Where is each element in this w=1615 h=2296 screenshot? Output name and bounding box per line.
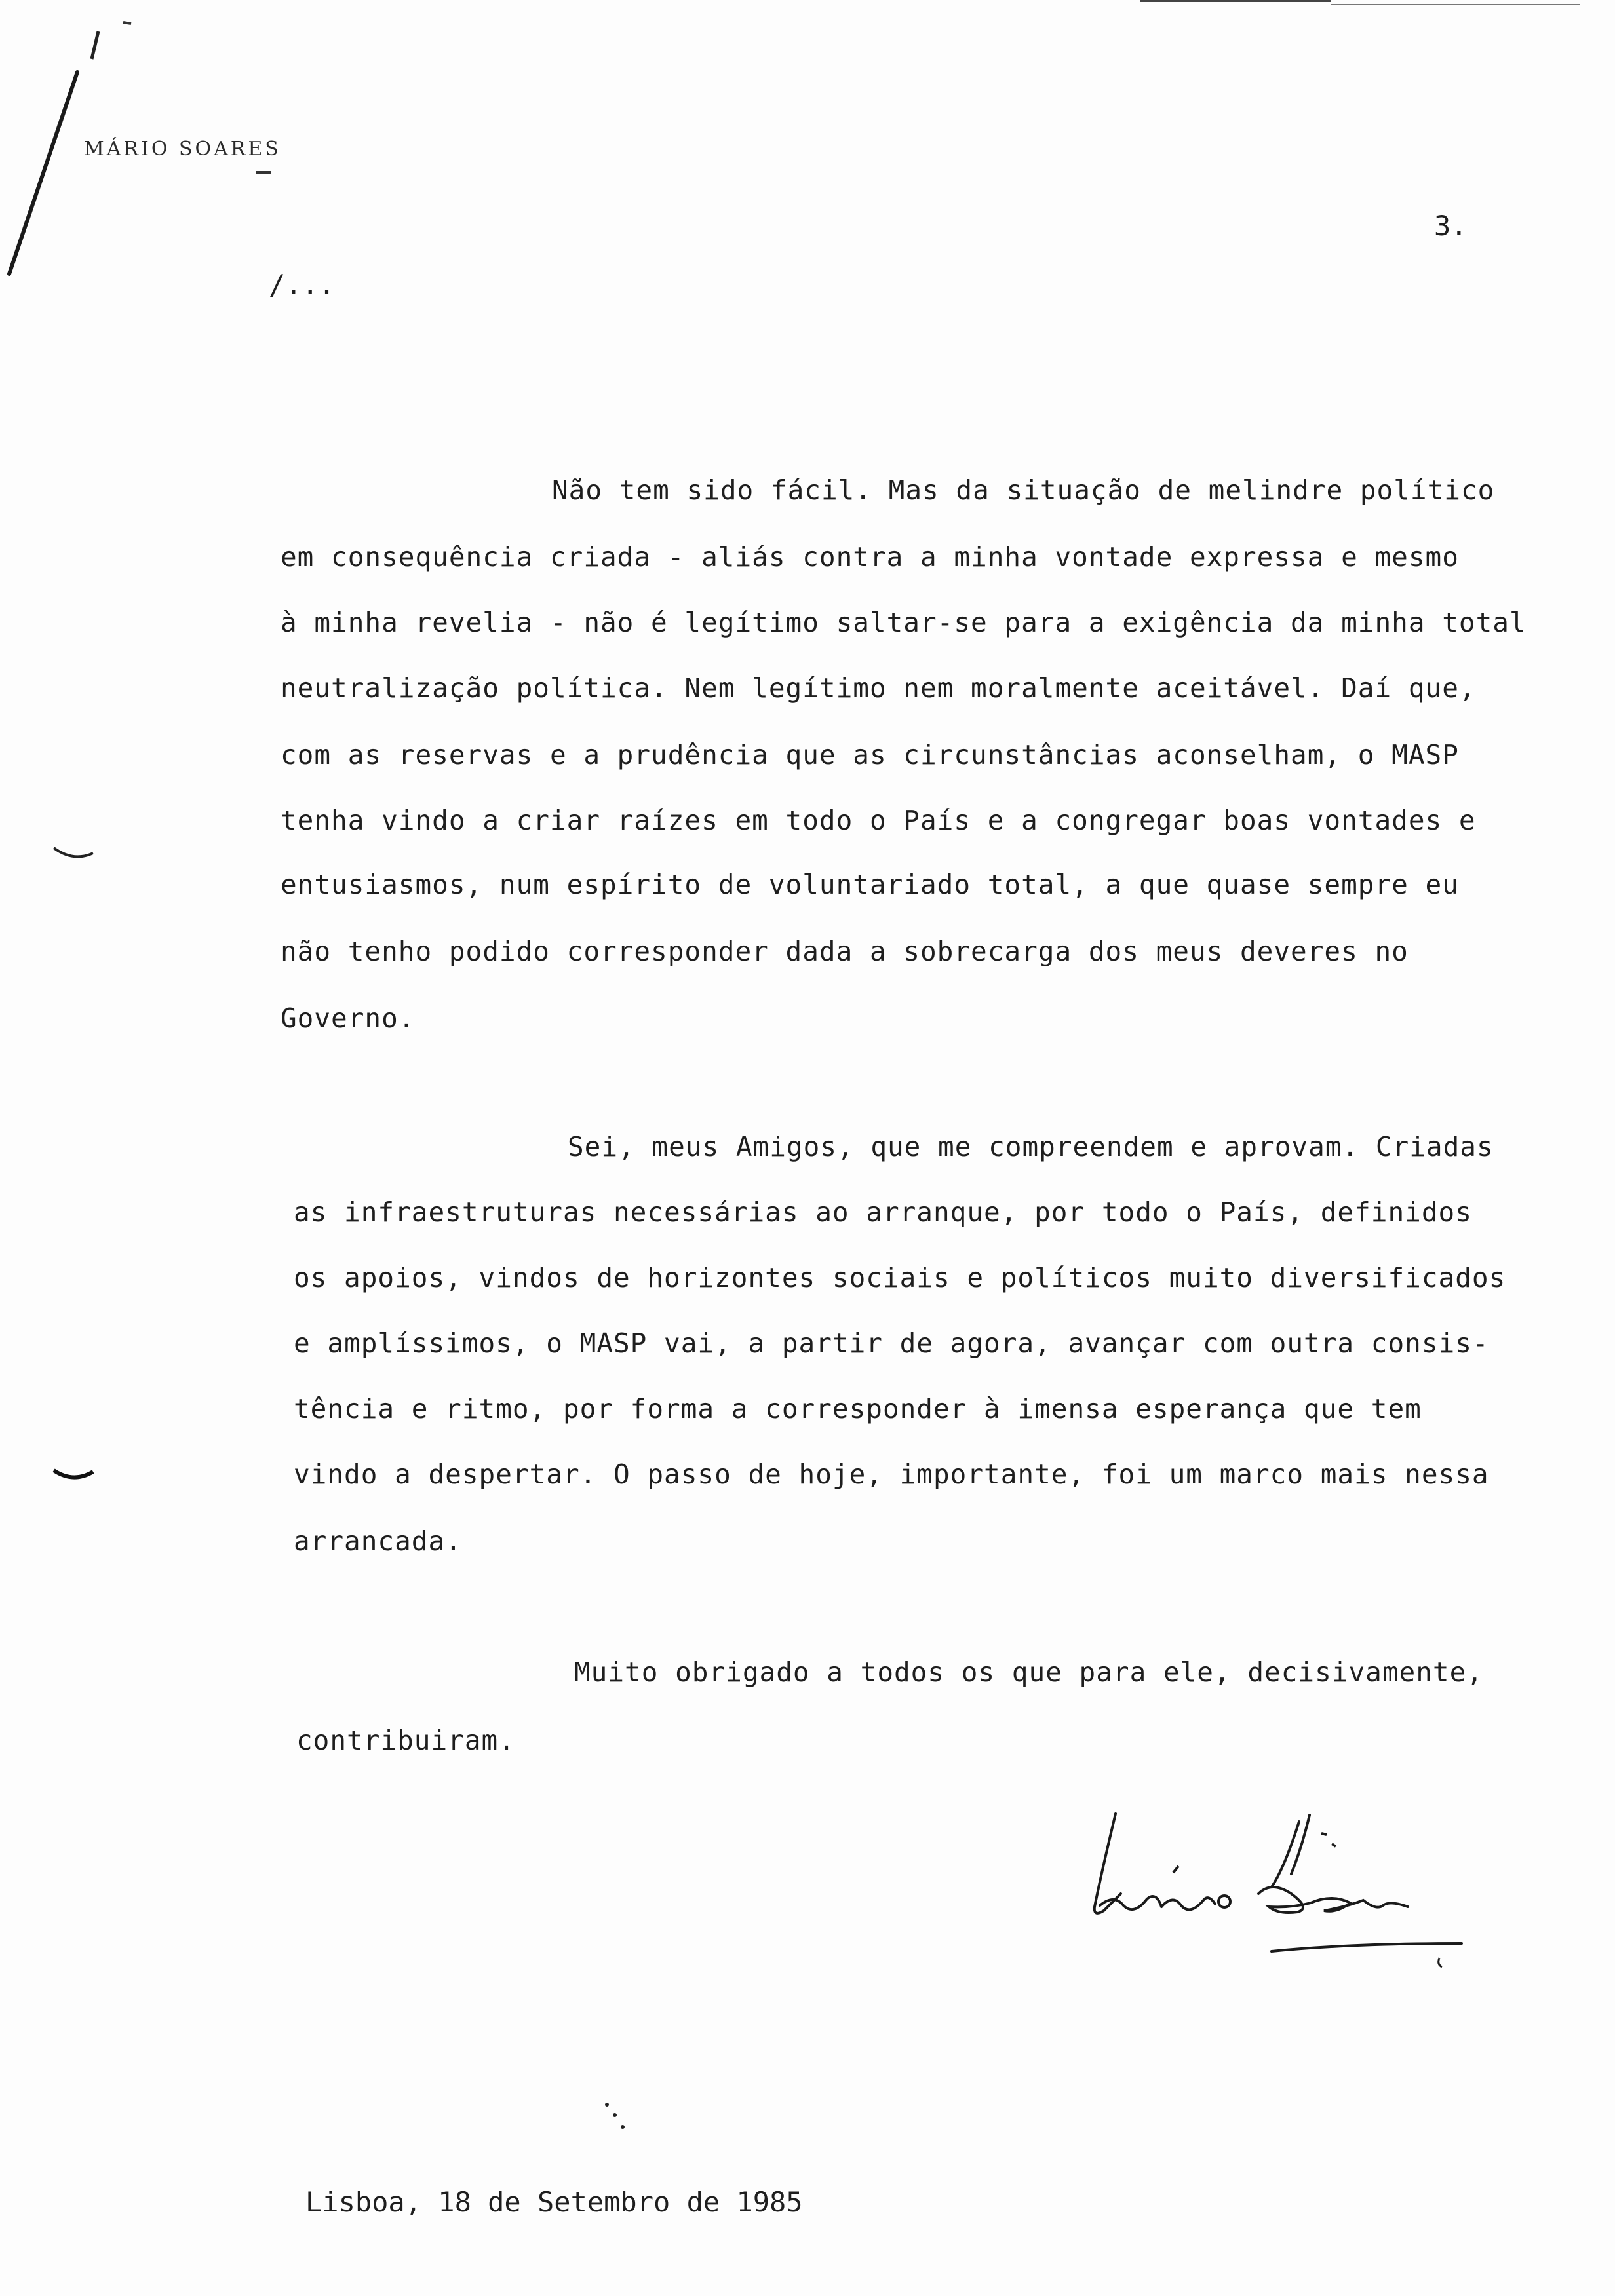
- text-line: contribuiram.: [296, 1725, 515, 1756]
- top-edge-rule: [1331, 4, 1580, 5]
- margin-punch-mark: [51, 1466, 97, 1486]
- text-line: os apoios, vindos de horizontes sociais e políticos muito diversificados: [294, 1262, 1506, 1293]
- page-number: 3.: [1434, 210, 1468, 242]
- text-line: com as reservas e a prudência que as circunstâncias aconselham, o MASP: [281, 739, 1459, 771]
- signature-scribble: [1075, 1795, 1481, 1985]
- text-line: à minha revelia - não é legítimo saltar-se para a exigência da minha total: [281, 607, 1527, 638]
- top-edge-rule: [1140, 0, 1331, 2]
- text-line: em consequência criada - aliás contra a minha vontade expressa e mesmo: [281, 541, 1459, 573]
- text-line: e amplíssimos, o MASP vai, a partir de agora, avançar com outra consis-: [294, 1328, 1489, 1359]
- text-line: Sei, meus Amigos, que me compreendem e aprovam. Criadas: [568, 1131, 1494, 1162]
- continuation-mark: /...: [269, 269, 336, 301]
- text-line: as infraestruturas necessárias ao arranque, por todo o País, definidos: [294, 1196, 1472, 1228]
- scan-speck: [603, 2101, 629, 2133]
- text-line: entusiasmos, num espírito de voluntariado total, a que quase sempre eu: [281, 869, 1459, 900]
- text-line: neutralização política. Nem legítimo nem moralmente aceitável. Daí que,: [281, 672, 1476, 704]
- text-line: tência e ritmo, por forma a corresponder à imensa esperança que tem: [294, 1393, 1422, 1425]
- place-date: Lisboa, 18 de Setembro de 1985: [305, 2186, 803, 2218]
- text-line: Muito obrigado a todos os que para ele, decisivamente,: [574, 1656, 1483, 1688]
- text-line: Governo.: [281, 1003, 416, 1034]
- text-line: Não tem sido fácil. Mas da situação de melindre político: [552, 474, 1495, 506]
- text-line: vindo a despertar. O passo de hoje, importante, foi um marco mais nessa: [294, 1459, 1489, 1490]
- letterhead-name: MÁRIO SOARES: [84, 138, 281, 161]
- text-line: não tenho podido corresponder dada a sobrecarga dos meus deveres no: [281, 936, 1409, 967]
- text-line: arrancada.: [294, 1525, 462, 1557]
- signature: [1075, 1795, 1481, 1985]
- text-line: tenha vindo a criar raízes em todo o País e a congregar boas vontades e: [281, 805, 1476, 836]
- letterhead-underline-mark: [254, 169, 274, 176]
- margin-punch-mark: [51, 845, 97, 865]
